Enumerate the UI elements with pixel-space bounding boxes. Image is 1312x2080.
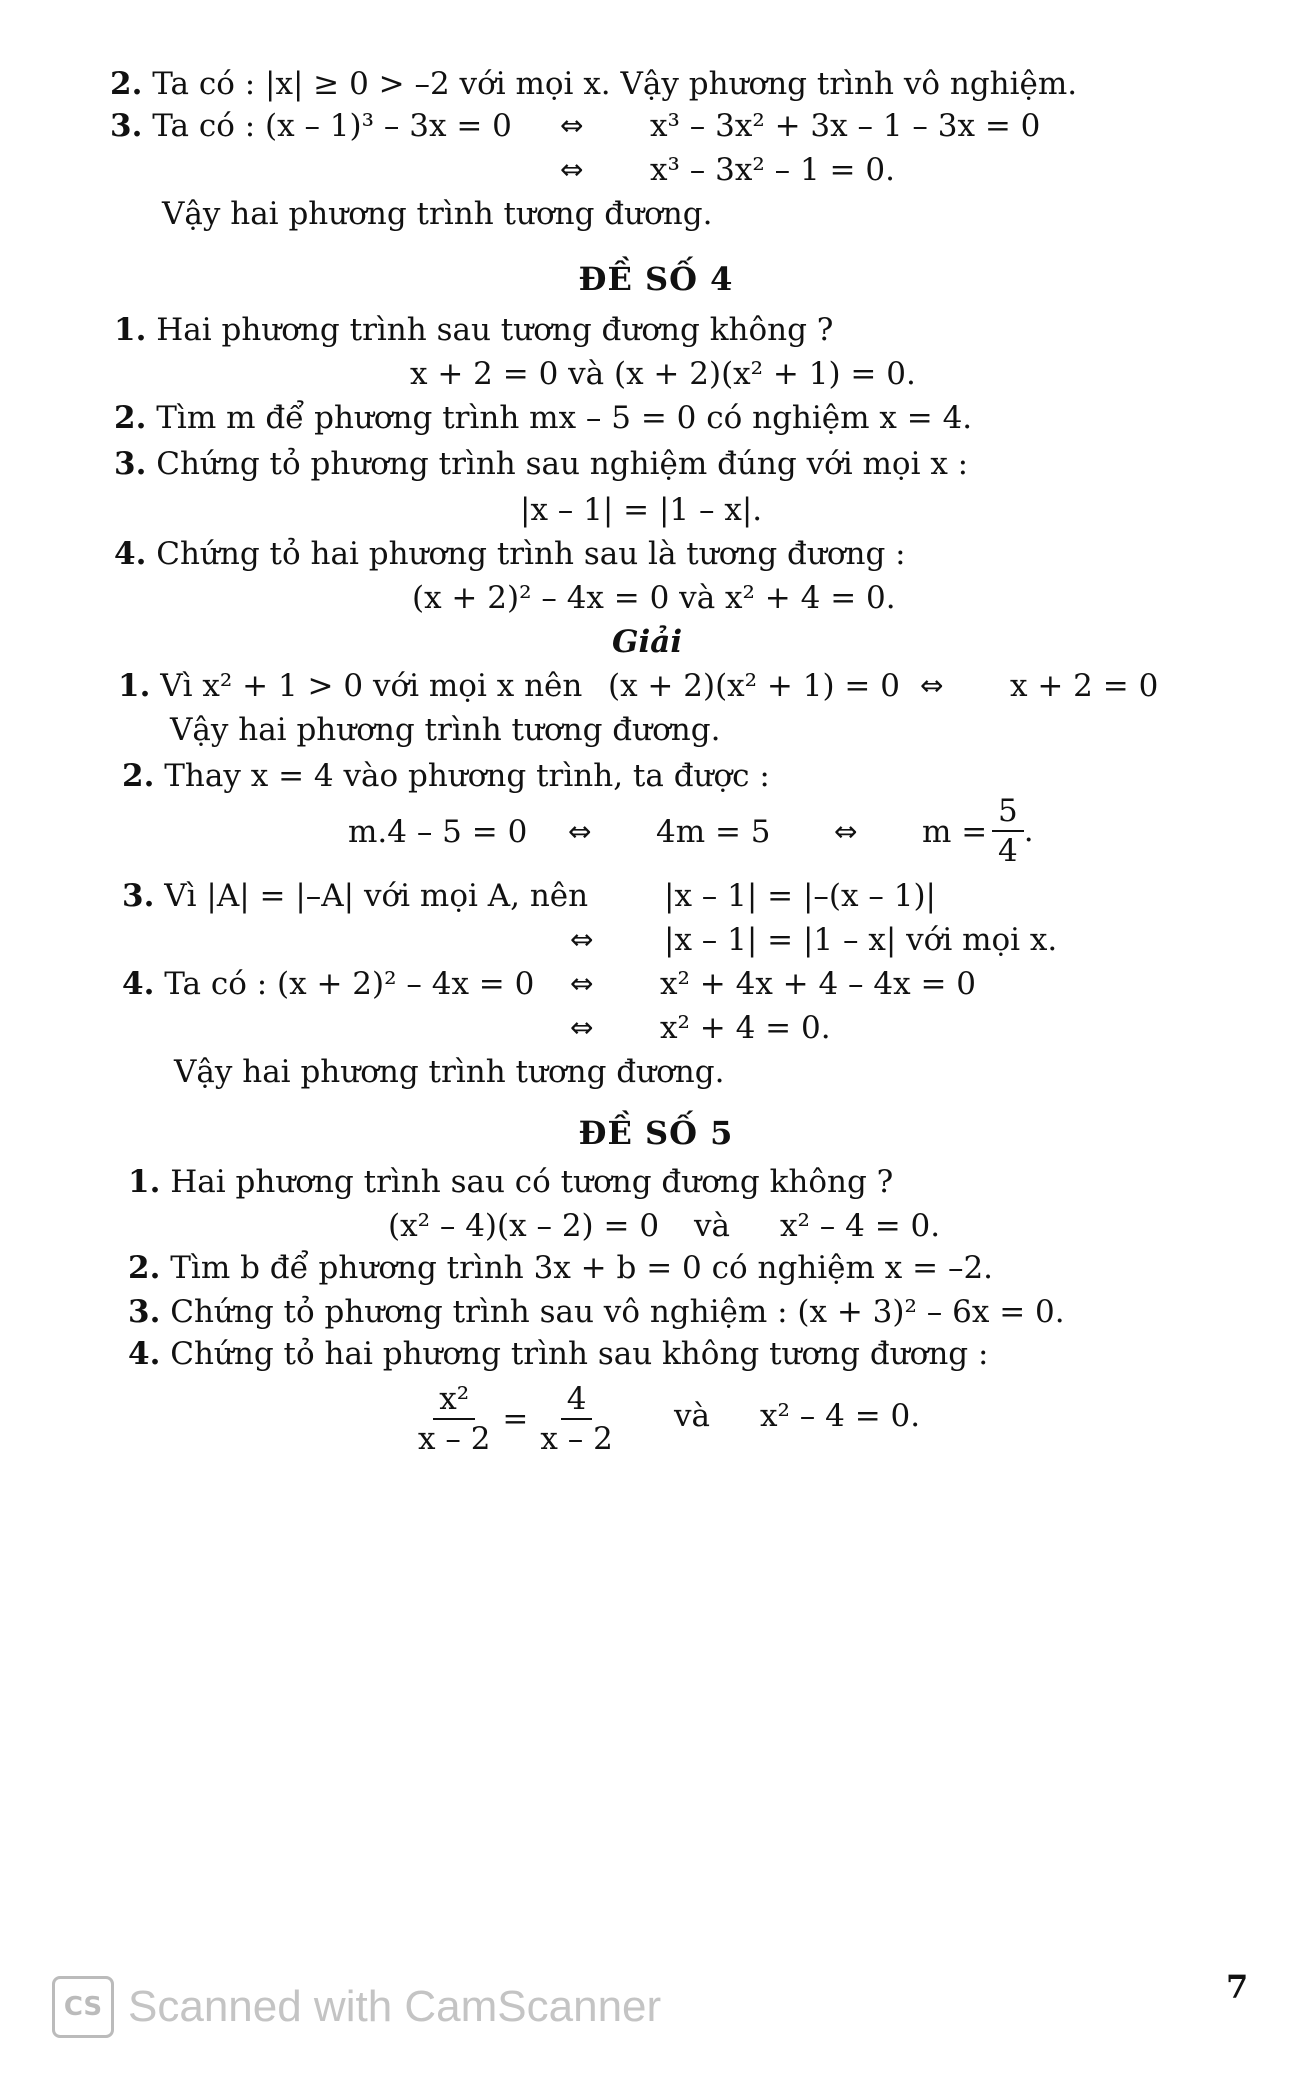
question-equation: x² – 4 = 0. bbox=[780, 1208, 941, 1244]
equation-rhs: x³ – 3x² + 3x – 1 – 3x = 0 bbox=[650, 108, 1041, 144]
question-text: Hai phương trình sau tương đương không ? bbox=[156, 312, 834, 348]
solution-equation: |x – 1| = |–(x – 1)| bbox=[664, 878, 936, 914]
item-number: 2. bbox=[122, 758, 155, 794]
equivalence-symbol: ⇔ bbox=[560, 153, 584, 186]
fraction-left bbox=[412, 1380, 496, 1458]
solution-heading: Giải bbox=[612, 624, 683, 660]
fraction-numerator: x² bbox=[433, 1380, 475, 1420]
question-3 bbox=[128, 1292, 1065, 1332]
scanner-watermark: Scanned with CamScanner bbox=[128, 1982, 662, 2031]
equivalence-symbol: ⇔ bbox=[920, 669, 944, 702]
question-2 bbox=[114, 398, 972, 438]
equation-lhs: Ta có : (x + 2)² – 4x = 0 bbox=[164, 966, 535, 1002]
question-1 bbox=[114, 310, 833, 350]
equivalence-symbol: ⇔ bbox=[570, 1011, 594, 1044]
solution-text: Vì |A| = |–A| với mọi A, nên bbox=[164, 878, 589, 914]
solution-equation: (x + 2)(x² + 1) = 0 bbox=[608, 668, 900, 704]
solution-text: Vì x² + 1 > 0 với mọi x nên bbox=[160, 668, 583, 704]
equivalence-symbol: ⇔ bbox=[560, 109, 584, 142]
conclusion-text: Vậy hai phương trình tương đương. bbox=[170, 712, 721, 748]
item-number: 3. bbox=[128, 1294, 161, 1330]
camscanner-logo-icon: CS bbox=[52, 1976, 114, 2038]
item-number: 2. bbox=[128, 1250, 161, 1286]
solution-equation: |x – 1| = |1 – x| với mọi x. bbox=[664, 922, 1058, 958]
item-number: 1. bbox=[118, 668, 151, 704]
item-3 bbox=[110, 106, 512, 146]
item-number: 1. bbox=[114, 312, 147, 348]
conjunction-text: và bbox=[694, 1208, 730, 1244]
equivalence-symbol: ⇔ bbox=[570, 967, 594, 1000]
solution-4 bbox=[122, 964, 534, 1004]
item-2 bbox=[110, 64, 1077, 104]
item-number: 3. bbox=[114, 446, 147, 482]
solution-equation: m = bbox=[922, 814, 988, 850]
section-title-de-5: ĐỀ SỐ 5 bbox=[578, 1114, 734, 1152]
fraction-right bbox=[534, 1380, 618, 1458]
question-2 bbox=[128, 1248, 993, 1288]
question-text: Chứng tỏ phương trình sau vô nghiệm : (x + 3)² – 6x = 0. bbox=[170, 1294, 1065, 1330]
fraction-denominator: x – 2 bbox=[418, 1421, 491, 1457]
equation-rhs: x³ – 3x² – 1 = 0. bbox=[650, 152, 895, 188]
equation-rhs: x² + 4 = 0. bbox=[660, 1010, 831, 1046]
question-text: Chứng tỏ hai phương trình sau là tương đương : bbox=[156, 536, 906, 572]
item-number: 2. bbox=[110, 66, 143, 102]
fraction-numerator: 5 bbox=[992, 792, 1024, 832]
solution-equation: 4m = 5 bbox=[656, 814, 771, 850]
solution-1 bbox=[118, 666, 582, 706]
solution-text: Thay x = 4 vào phương trình, ta được : bbox=[164, 758, 770, 794]
equation-lhs: Ta có : (x – 1)³ – 3x = 0 bbox=[152, 108, 512, 144]
solution-3 bbox=[122, 876, 588, 916]
fraction-period: . bbox=[1023, 813, 1034, 849]
question-equation: |x – 1| = |1 – x|. bbox=[520, 492, 763, 528]
question-equation: x + 2 = 0 và (x + 2)(x² + 1) = 0. bbox=[410, 356, 916, 392]
question-4 bbox=[114, 534, 906, 574]
question-text: Chứng tỏ hai phương trình sau không tương đương : bbox=[170, 1336, 989, 1372]
fraction-denominator: x – 2 bbox=[540, 1421, 613, 1457]
question-equation: (x² – 4)(x – 2) = 0 bbox=[388, 1208, 660, 1244]
section-title-de-4: ĐỀ SỐ 4 bbox=[578, 260, 734, 298]
question-text: Tìm b để phương trình 3x + b = 0 có nghiệm x = –2. bbox=[170, 1250, 994, 1286]
item-number: 2. bbox=[114, 400, 147, 436]
fraction-denominator: 4 bbox=[998, 833, 1018, 869]
page-number: 7 bbox=[1226, 1968, 1249, 2006]
equals-sign: = bbox=[502, 1401, 529, 1437]
item-text: Ta có : |x| ≥ 0 > –2 với mọi x. Vậy phương trình vô nghiệm. bbox=[152, 66, 1078, 102]
equivalence-symbol: ⇔ bbox=[834, 815, 858, 848]
item-number: 4. bbox=[122, 966, 155, 1002]
solution-equation-rhs: x + 2 = 0 bbox=[1010, 668, 1159, 704]
equivalence-symbol: ⇔ bbox=[568, 815, 592, 848]
question-3 bbox=[114, 444, 968, 484]
question-equation: (x + 2)² – 4x = 0 và x² + 4 = 0. bbox=[412, 580, 896, 616]
equivalence-symbol: ⇔ bbox=[570, 923, 594, 956]
equation-rhs: x² + 4x + 4 – 4x = 0 bbox=[660, 966, 977, 1002]
solution-equation: m.4 – 5 = 0 bbox=[348, 814, 528, 850]
item-number: 3. bbox=[122, 878, 155, 914]
question-text: Hai phương trình sau có tương đương không ? bbox=[170, 1164, 894, 1200]
question-4 bbox=[128, 1334, 988, 1374]
fraction-numerator: 4 bbox=[561, 1380, 593, 1420]
question-text: Chứng tỏ phương trình sau nghiệm đúng với mọi x : bbox=[156, 446, 969, 482]
conjunction-text: và bbox=[674, 1398, 710, 1434]
conclusion-text: Vậy hai phương trình tương đương. bbox=[174, 1054, 725, 1090]
item-number: 1. bbox=[128, 1164, 161, 1200]
conclusion-text: Vậy hai phương trình tương đương. bbox=[162, 196, 713, 232]
question-text: Tìm m để phương trình mx – 5 = 0 có nghiệm x = 4. bbox=[156, 400, 973, 436]
item-number: 3. bbox=[110, 108, 143, 144]
question-1 bbox=[128, 1162, 893, 1202]
item-number: 4. bbox=[128, 1336, 161, 1372]
solution-2 bbox=[122, 756, 770, 796]
fraction-5-4 bbox=[992, 792, 1034, 870]
question-equation: x² – 4 = 0. bbox=[760, 1398, 921, 1434]
fraction-equation bbox=[412, 1380, 619, 1458]
item-number: 4. bbox=[114, 536, 147, 572]
